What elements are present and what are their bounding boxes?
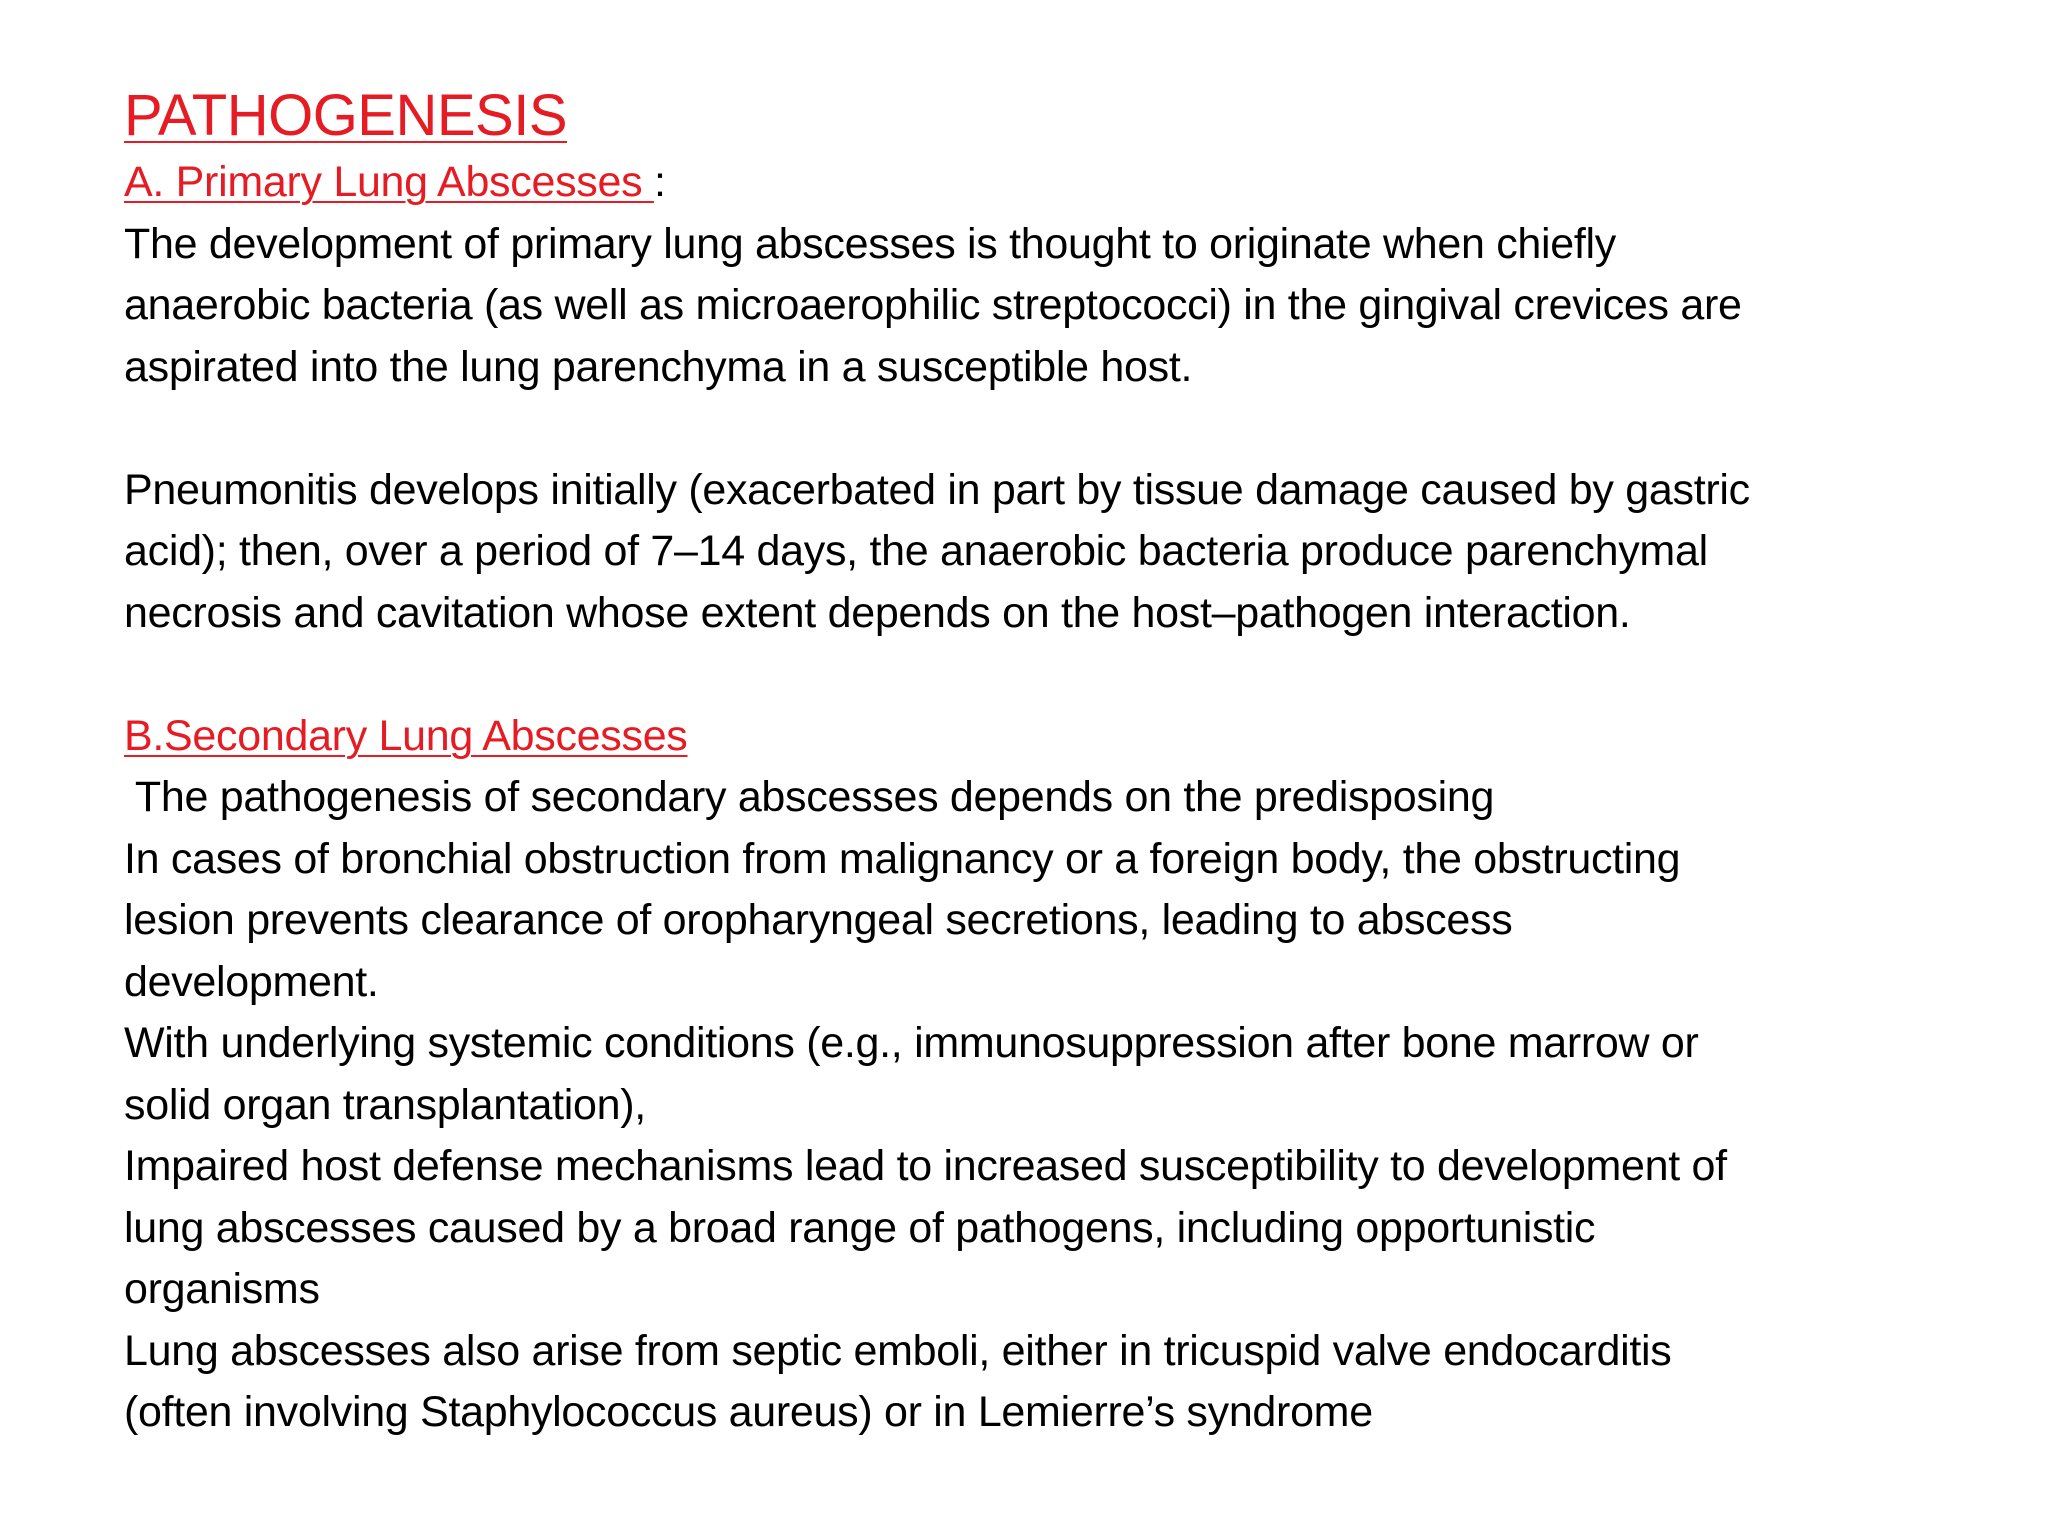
text-line: organisms: [124, 1265, 320, 1313]
slide-content: [124, 80, 2004, 1444]
text-line: lesion prevents clearance of oropharyngeal secretions, leading to abscess: [124, 896, 1513, 944]
text-line: lung abscesses caused by a broad range of pathogens, including opportunistic: [124, 1203, 1596, 1252]
text-line: (often involving Staphylococcus aureus) or in Lemierre’s syndrome: [124, 1388, 1373, 1436]
text-line: acid); then, over a period of 7–14 days, the anaerobic bacteria produce parenchymal: [124, 527, 1708, 575]
text-line: Lung abscesses also arise from septic emboli, either in tricuspid valve endocarditis: [124, 1326, 1672, 1375]
spacer: [124, 644, 2004, 706]
text-line: With underlying systemic conditions (e.g., immunosuppression after bone marrow or: [124, 1019, 1699, 1067]
section-b-body: [124, 767, 2004, 1444]
section-b-heading: B.Secondary Lung Abscesses: [124, 711, 688, 760]
text-line: aspirated into the lung parenchyma in a susceptible host.: [124, 342, 1193, 391]
section-a-heading-line: [124, 152, 2004, 214]
spacer: [124, 398, 2004, 460]
text-line: anaerobic bacteria (as well as microaerophilic streptococci) in the gingival crevices are: [124, 281, 1742, 329]
section-a-paragraph-1: [124, 214, 2004, 399]
slide-title: PATHOGENESIS: [124, 83, 568, 148]
text-line: In cases of bronchial obstruction from malignancy or a foreign body, the obstructing: [124, 834, 1681, 883]
text-line: The pathogenesis of secondary abscesses depends on the predisposing: [124, 773, 1495, 821]
text-line: The development of primary lung abscesses is thought to originate when chiefly: [124, 219, 1616, 268]
text-line: Pneumonitis develops initially (exacerbated in part by tissue damage caused by gastric: [124, 465, 1750, 514]
text-line: development.: [124, 957, 379, 1006]
section-b-heading-line: [124, 706, 2004, 768]
text-line: necrosis and cavitation whose extent depends on the host–pathogen interaction.: [124, 588, 1631, 637]
text-line: solid organ transplantation),: [124, 1080, 646, 1129]
text-line: Impaired host defense mechanisms lead to increased susceptibility to development of: [124, 1142, 1727, 1190]
section-a-heading: A. Primary Lung Abscesses: [124, 158, 654, 206]
section-a-heading-colon: :: [653, 158, 666, 206]
section-a-paragraph-2: [124, 460, 2004, 645]
